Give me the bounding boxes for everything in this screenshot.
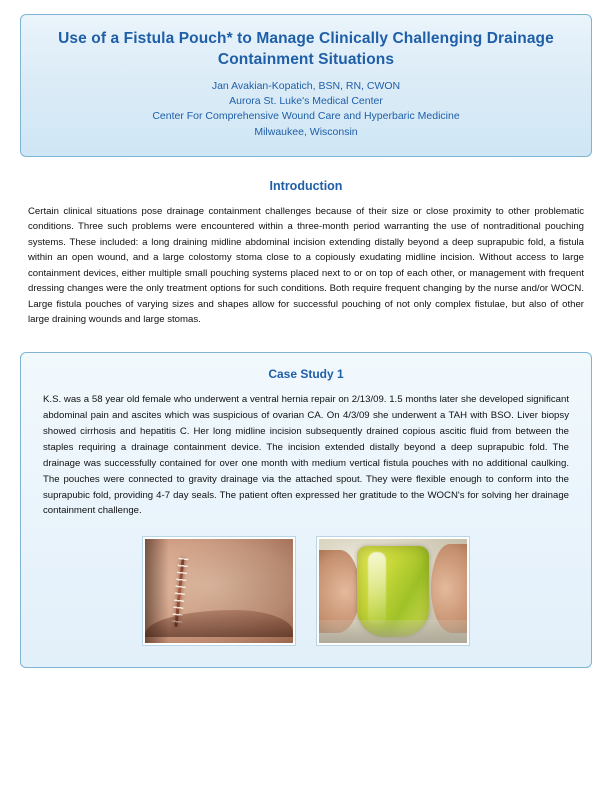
case-study-heading: Case Study 1 [268, 366, 344, 381]
case-study-photo-row [43, 537, 569, 645]
introduction-body: Certain clinical situations pose drainage containment challenges because of their size or close proximity to other problematic conditions. Three such problems were encountered within a three-month period warranting the use of nontraditional pouching systems. These included: a long draining midline abdominal incision extending distally beyond a deep suprapubic fold, a fistula within an open wound, and a large colostomy stoma close to a copiously exudating midline incision. Without access to large containment devices, either multiple small pouching systems placed next to or on top of each other, or management with frequent dressing changes were the only treatment options for such conditions. Both require frequent changing by the nurse and/or WOCN. Large fistula pouches of varying sizes and shapes allow for successful pouching of not only complex fistulae, but also of other large draining wounds and large stomas. [28, 205, 584, 326]
case-study-panel [20, 352, 592, 668]
poster-header-panel [20, 14, 592, 157]
department-name: Center For Comprehensive Wound Care and Hyperbaric Medicine [152, 110, 460, 123]
location-name: Milwaukee, Wisconsin [254, 125, 358, 138]
institution-name: Aurora St. Luke's Medical Center [229, 95, 383, 108]
author-name: Jan Avakian-Kopatich, BSN, RN, CWON [211, 79, 401, 92]
pouch-highlight [368, 552, 386, 625]
introduction-heading: Introduction [269, 178, 343, 193]
byline [41, 79, 571, 140]
fistula-pouch-photo [317, 537, 469, 645]
introduction-section [18, 179, 594, 328]
case-study-body: K.S. was a 58 year old female who underwent a ventral hernia repair on 2/13/09. 1.5 months later she developed significant abdominal pain and ascites which was suspicious of ovarian CA. On 4/3/09 she underwent a TAH with BSO. Liver biopsy showed cirrhosis and hepatitis C. Her long midline incision subsequently drained copious ascitic fluid from between the staples requiring a drainage containment device. The incision extended distally beyond a deep suprapubic fold. The drainage was successfully contained for over one month with medium vertical fistula pouches with no additional caulking. The pouches were connected to gravity drainage via the attached spout. They were flexible enough to conform into the suprapubic fold, providing 4-7 day seals. The patient often expressed her gratitude to the WOCN's for solving her drainage containment challenge. [43, 393, 569, 517]
page-title: Use of a Fistula Pouch* to Manage Clinically Challenging Drainage Containment Situations [58, 30, 554, 68]
abdominal-incision-photo [143, 537, 295, 645]
drape [319, 620, 467, 643]
